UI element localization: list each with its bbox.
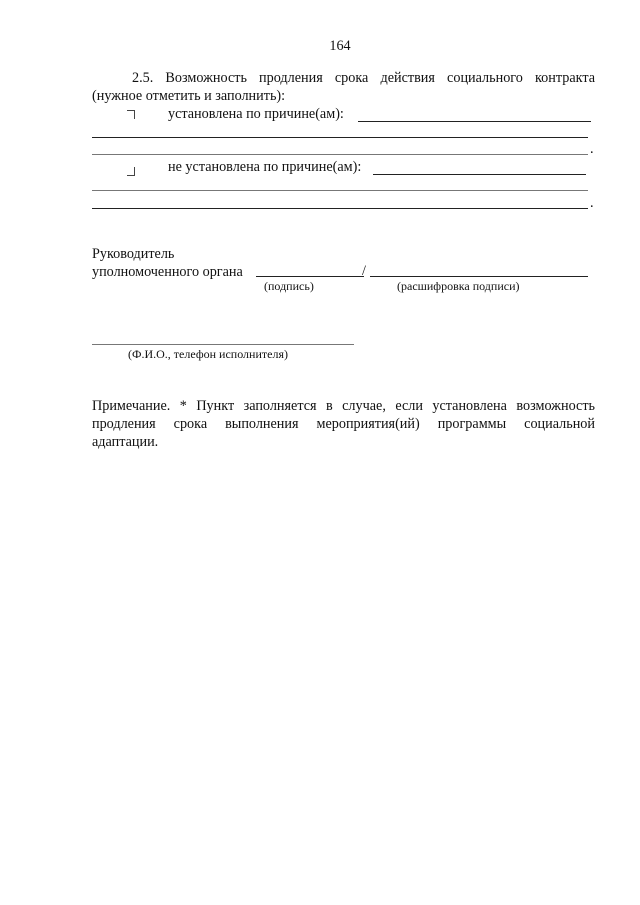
option1-checkbox[interactable]	[127, 110, 135, 119]
signature-separator: /	[362, 263, 366, 279]
section-heading-line2: (нужное отметить и заполнить):	[92, 88, 286, 104]
signature-title-line2: уполномоченного органа	[92, 264, 243, 280]
option2-reason-field[interactable]	[373, 174, 586, 175]
option2-reason-line2[interactable]	[92, 190, 588, 191]
section-heading-line1: 2.5. Возможность продления срока действия социального контракта	[132, 70, 595, 86]
executor-field[interactable]	[92, 344, 354, 345]
option2-label: не установлена по причине(ам):	[168, 159, 362, 175]
option1-label: установлена по причине(ам):	[168, 106, 344, 122]
option2-period: .	[590, 195, 594, 211]
option1-reason-field[interactable]	[358, 121, 591, 122]
note-line3: адаптации.	[92, 434, 159, 450]
option2-reason-line3[interactable]	[92, 208, 588, 209]
option1-period: .	[590, 141, 594, 157]
option1-reason-line2[interactable]	[92, 137, 588, 138]
signature-title-line1: Руководитель	[92, 246, 175, 262]
page-number: 164	[329, 38, 351, 54]
note-line2: продления срока выполнения мероприятия(ий) программы социальной	[92, 416, 595, 432]
signature-decoding-field[interactable]	[370, 276, 588, 277]
option1-reason-line3[interactable]	[92, 154, 588, 155]
option2-checkbox[interactable]	[127, 167, 135, 176]
executor-caption: (Ф.И.О., телефон исполнителя)	[128, 347, 288, 361]
signature-caption: (подпись)	[264, 279, 314, 293]
signature-field[interactable]	[256, 276, 364, 277]
signature-decoding-caption: (расшифровка подписи)	[397, 279, 520, 293]
note-line1: Примечание. * Пункт заполняется в случае, если установлена возможность	[92, 398, 595, 414]
